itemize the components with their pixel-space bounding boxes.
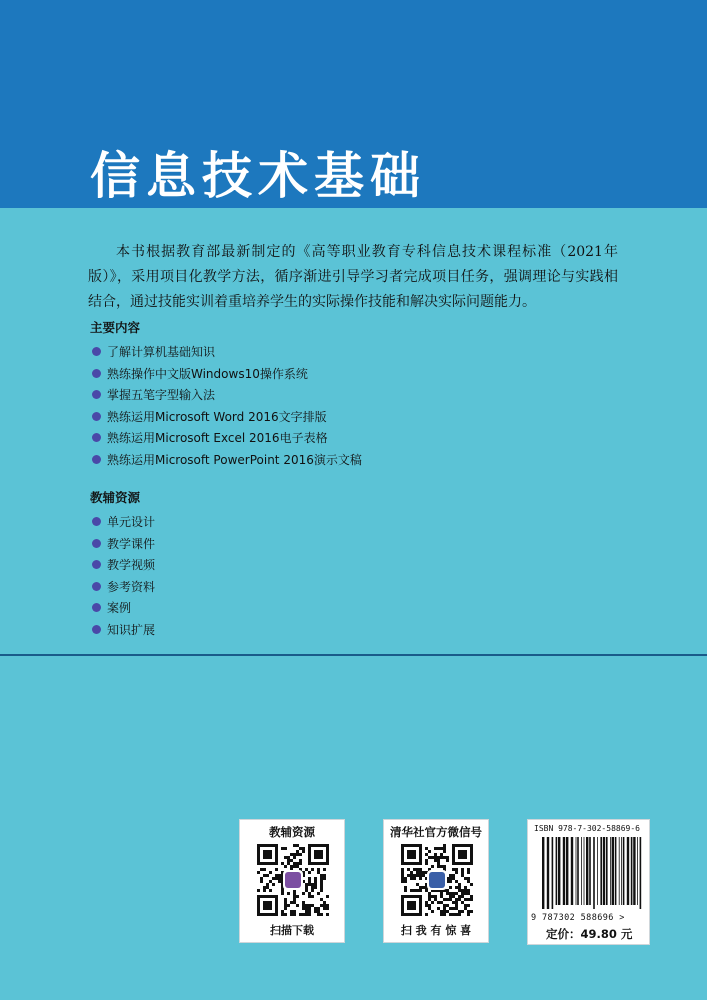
resources-heading: 教辅资源 [90,490,141,505]
qr-code-icon[interactable] [257,844,329,916]
list-item-label: 熟练运用Microsoft Excel 2016电子表格 [107,431,328,446]
price-label: 定价：49.80 元 [546,927,633,941]
list-item-label: 熟练操作中文版Windows10操作系统 [107,366,308,381]
horizontal-divider [0,654,707,656]
isbn-barcode-box [527,819,650,945]
list-item-label: 了解计算机基础知识 [107,345,216,360]
bullet-icon [92,433,101,442]
list-item-label: 知识扩展 [107,622,156,637]
bullet-icon [92,455,101,464]
bullet-icon [92,369,101,378]
list-item [92,597,155,619]
bullet-icon [92,625,101,634]
barcode-icon [542,837,642,909]
book-title: 信息技术基础 [90,146,426,205]
bullet-icon [92,603,101,612]
list-item-label: 熟练运用Microsoft PowerPoint 2016演示文稿 [107,452,362,467]
list-item [92,511,155,533]
main-content-list [92,341,362,470]
main-content-heading: 主要内容 [90,320,141,335]
qr-card-caption: 扫描下载 [270,924,314,937]
bullet-icon [92,560,101,569]
qr-card-title: 清华社官方微信号 [390,825,482,839]
list-item [92,619,155,641]
list-item-label: 教学课件 [107,536,156,551]
list-item [92,363,362,385]
list-item-label: 掌握五笔字型输入法 [107,388,216,403]
list-item-label: 参考资料 [107,579,156,594]
resources-qr-card [239,819,345,943]
bullet-icon [92,412,101,421]
list-item [92,554,155,576]
list-item [92,449,362,471]
publisher-logo-icon [427,870,447,890]
list-item [92,384,362,406]
bullet-icon [92,390,101,399]
list-item [92,576,155,598]
isbn-number: ISBN 978-7-302-58869-6 [534,824,640,833]
list-item-label: 案例 [107,601,132,616]
list-item [92,406,362,428]
bullet-icon [92,347,101,356]
wechat-qr-card [383,819,489,943]
ean-digits: 9 787302 588696 > [531,913,625,923]
list-item-label: 单元设计 [107,515,156,530]
qr-code-icon[interactable] [401,844,473,916]
qr-card-caption: 扫 我 有 惊 喜 [400,924,472,937]
bullet-icon [92,582,101,591]
publisher-logo-icon [283,870,303,890]
list-item [92,533,155,555]
bullet-icon [92,517,101,526]
list-item [92,427,362,449]
intro-paragraph: 本书根据教育部最新制定的《高等职业教育专科信息技术课程标准（2021年版）》，采用项目化教学方法，循序渐进引导学习者完成项目任务，强调理论与实践相结合，通过技能实训着重培养学生的实际操作技能和解决实际问题能力。 [88,244,618,310]
list-item-label: 教学视频 [107,558,156,573]
list-item-label: 熟练运用Microsoft Word 2016文字排版 [107,409,327,424]
bullet-icon [92,539,101,548]
qr-card-title: 教辅资源 [269,825,315,839]
resources-list [92,511,155,640]
list-item [92,341,362,363]
